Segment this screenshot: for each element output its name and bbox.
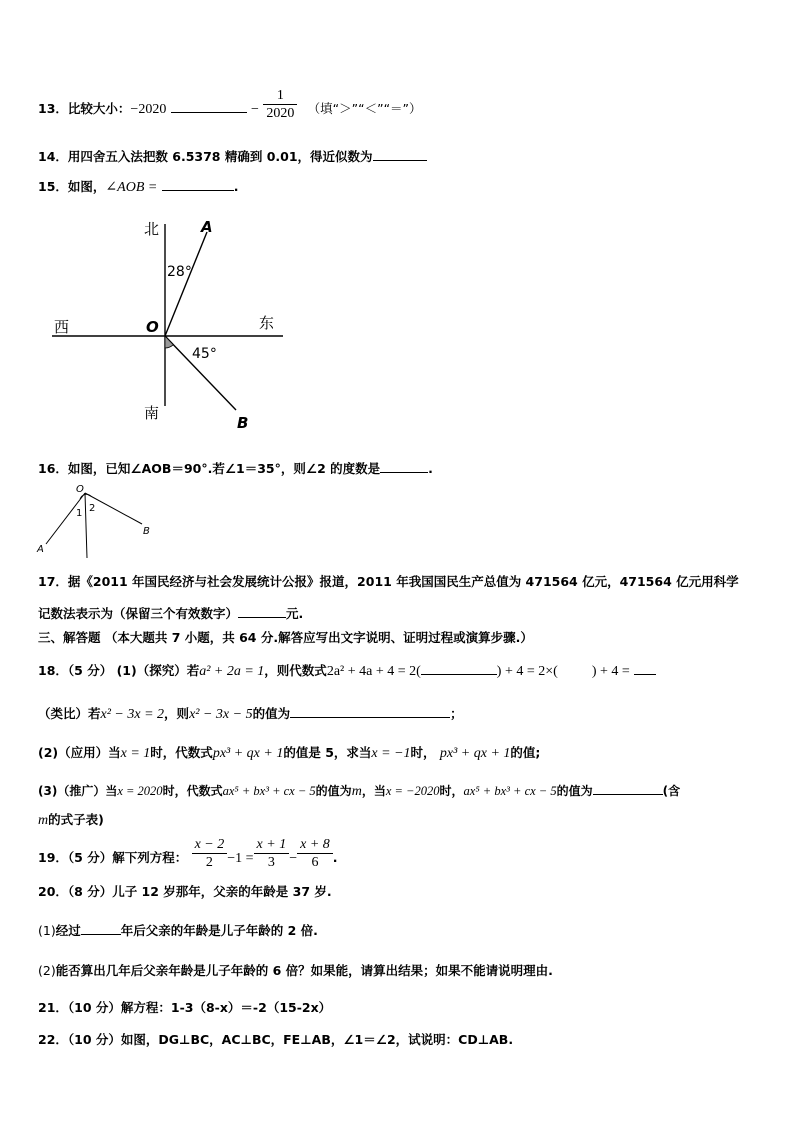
label-b: B	[237, 414, 249, 432]
question-number: 21．	[38, 1000, 68, 1015]
text-segment: 年后父亲的年龄是儿子年龄的 2 倍.	[120, 923, 318, 938]
text-segment: 经过	[55, 923, 81, 938]
question-16	[38, 458, 433, 478]
part-label: (2)	[38, 963, 56, 978]
hint-text: （填“＞”“＜”“＝”）	[307, 101, 422, 116]
answer-blank[interactable]	[171, 98, 247, 113]
part-label: (2)（应用）当	[38, 745, 121, 760]
text-segment: (含	[662, 784, 681, 798]
compass-figure	[40, 210, 300, 435]
part-label: (1)（探究）若	[116, 663, 200, 678]
answer-blank[interactable]	[238, 603, 286, 618]
answer-blank[interactable]	[421, 660, 497, 675]
question-17	[38, 573, 739, 591]
question-18	[38, 660, 656, 681]
fraction	[192, 836, 228, 871]
label-angle-2: 2	[89, 503, 96, 514]
question-number: 14．	[38, 149, 68, 164]
label-a: A	[201, 218, 213, 236]
text-segment: 能否算出几年后父亲年龄是儿子年龄的 6 倍？如果能，请算出结果；如果不能请说明理由.	[55, 963, 553, 978]
question-text: 用四舍五入法把数 6.5378 精确到 0.01，得近似数为	[67, 149, 373, 164]
question-21	[38, 999, 331, 1017]
fraction-denominator: 2020	[266, 106, 295, 121]
angle-figure	[34, 482, 164, 562]
question-number: 16．	[38, 461, 68, 476]
text-segment: 时，	[410, 745, 436, 760]
fraction-numerator: 1	[263, 87, 297, 105]
math-expression: x² − 3x − 5	[189, 707, 253, 722]
text-segment: 的值是 5，求当	[283, 745, 372, 760]
unit: 元.	[286, 606, 304, 621]
fraction-numerator: x + 1	[254, 836, 290, 854]
question-18-part-2	[38, 744, 540, 763]
math-expression: 2a² + 4a + 4 = 2(	[326, 664, 421, 679]
part-label: (3)（推广）当	[38, 784, 118, 798]
math-condition: x² − 3x = 2	[100, 707, 165, 722]
points: （5 分）	[67, 663, 113, 678]
math-expression: px³ + qx + 1	[439, 746, 511, 761]
question-number: 15．	[38, 179, 68, 194]
math-expression: ) + 4 = 2×(	[496, 664, 558, 679]
question-number: 17．	[38, 574, 68, 589]
answer-blank[interactable]	[81, 920, 121, 935]
math-value: x = −2020	[385, 784, 440, 798]
text-segment: 的值为	[556, 784, 593, 798]
label-a: A	[37, 544, 44, 555]
text-segment: ，则	[164, 706, 190, 721]
math-condition: a² + 2a = 1	[199, 664, 265, 679]
math-expression: px³ + qx + 1	[212, 746, 284, 761]
question-text: 比较大小：	[67, 101, 131, 116]
question-text: （5 分）解下列方程：	[67, 850, 188, 865]
question-number: 19．	[38, 850, 68, 865]
period: .	[428, 461, 433, 476]
math-expression: ax⁵ + bx³ + cx − 5	[463, 784, 557, 798]
question-20	[38, 883, 332, 901]
math-operator: −1 =	[227, 851, 254, 866]
math-value: x = 1	[120, 746, 151, 761]
fraction-numerator: x − 2	[192, 836, 228, 854]
text-segment: 的值为	[252, 706, 291, 721]
question-number: 20．	[38, 884, 68, 899]
question-18-part-3	[38, 780, 680, 801]
text-segment: 时，	[439, 784, 464, 798]
label-o: O	[76, 484, 84, 495]
fraction-denominator: 6	[311, 855, 319, 870]
question-text: 如图，	[67, 179, 106, 194]
question-number: 18．	[38, 663, 68, 678]
math-minus: −	[251, 102, 259, 117]
part-label: (1)	[38, 923, 56, 938]
question-text: （10 分）如图，DG⊥BC，AC⊥BC，FE⊥AB，∠1＝∠2，试说明：CD⊥AB.	[67, 1032, 514, 1047]
label-angle-28: 28°	[167, 264, 192, 280]
text-segment: 的式子表)	[48, 812, 104, 827]
question-18-analog	[38, 703, 463, 724]
question-22	[38, 1031, 513, 1049]
label-angle-1: 1	[76, 508, 83, 519]
question-13	[38, 88, 422, 122]
label-o: O	[146, 318, 159, 336]
fraction	[297, 836, 333, 871]
fraction-denominator: 3	[267, 855, 275, 870]
math-expression: ax⁵ + bx³ + cx − 5	[222, 784, 316, 798]
math-value: x = 2020	[117, 784, 163, 798]
angle-arc-45	[165, 336, 173, 348]
answer-blank[interactable]	[634, 660, 656, 675]
fraction-denominator: 2	[205, 855, 213, 870]
text-segment: 时，代数式	[162, 784, 223, 798]
label-east: 东	[259, 314, 275, 332]
part-label: （类比）若	[38, 706, 101, 721]
fraction-numerator: x + 8	[297, 836, 333, 854]
question-14	[38, 146, 427, 166]
section-heading: 三、解答题 （本大题共 7 小题，共 64 分.解答应写出文字说明、证明过程或演算步骤.）	[38, 630, 533, 645]
question-number: 13．	[38, 101, 68, 116]
question-text: 记数法表示为（保留三个有效数字）	[38, 606, 239, 621]
label-b: B	[143, 526, 150, 537]
period: .	[233, 179, 239, 194]
question-number: 22．	[38, 1032, 68, 1047]
question-text: （8 分）儿子 12 岁那年，父亲的年龄是 37 岁.	[67, 884, 332, 899]
text-segment: 的值;	[510, 745, 541, 760]
question-20-part-1	[38, 920, 318, 940]
answer-blank[interactable]	[380, 458, 428, 473]
question-15	[38, 176, 238, 197]
text-segment: ，当	[361, 784, 386, 798]
angle-expression: ∠AOB =	[105, 180, 158, 195]
fraction	[263, 87, 297, 122]
answer-blank[interactable]	[373, 146, 427, 161]
math-value: −2020	[130, 102, 167, 117]
question-text: 据《2011 年国民经济与社会发展统计公报》报道，2011 年我国国民生产总值为 471564 亿元，471564 亿元用科学	[67, 574, 739, 589]
math-operator: −	[289, 851, 298, 866]
text-segment: 的值为	[315, 784, 352, 798]
label-north: 北	[144, 220, 160, 238]
math-value: x = −1	[371, 746, 411, 761]
ray-oc	[85, 493, 87, 558]
question-18-part-3-cont	[38, 811, 104, 830]
math-expression: ) + 4 =	[591, 664, 630, 679]
math-symbol: m	[351, 784, 362, 799]
period: .	[332, 850, 338, 865]
answer-blank[interactable]	[290, 703, 450, 718]
question-19	[38, 837, 338, 871]
question-text: （10 分）解方程：1-3（8-x）＝-2（15-2x）	[67, 1000, 332, 1015]
text-segment: 时，代数式	[150, 745, 213, 760]
answer-blank[interactable]	[162, 176, 234, 191]
answer-blank[interactable]	[593, 780, 663, 795]
question-20-part-2	[38, 962, 553, 980]
ray-oa	[165, 232, 207, 336]
question-17-cont	[38, 603, 303, 623]
question-text: 如图，已知∠AOB＝90°.若∠1＝35°，则∠2 的度数是	[67, 461, 381, 476]
fraction	[254, 836, 290, 871]
label-west: 西	[54, 318, 70, 336]
label-south: 南	[144, 404, 160, 422]
text-segment: ；	[450, 706, 463, 721]
text-segment: ，则代数式	[264, 663, 327, 678]
math-symbol: m	[38, 813, 49, 828]
label-angle-45: 45°	[192, 346, 217, 362]
